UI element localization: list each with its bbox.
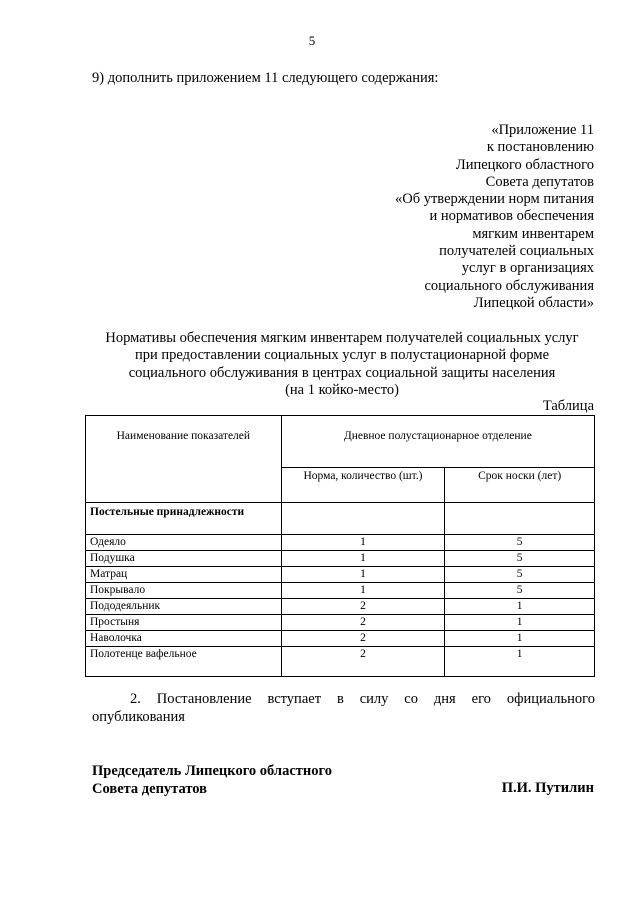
annex-line: получателей социальных: [439, 243, 594, 260]
row-name: Простыня: [86, 615, 282, 631]
row-name: Подушка: [86, 551, 282, 567]
row-norm: 1: [281, 567, 445, 583]
annex-line: и нормативов обеспечения: [429, 208, 594, 225]
row-norm: 1: [281, 535, 445, 551]
row-term: 5: [445, 567, 595, 583]
row-name: Полотенце вафельное: [86, 647, 282, 677]
table-row: [86, 535, 595, 551]
page-number: 5: [308, 33, 316, 48]
dept-header: Дневное полустационарное отделение: [281, 416, 594, 468]
row-term: 1: [445, 631, 595, 647]
heading-line: Нормативы обеспечения мягким инвентарем получателей социальных услуг: [105, 330, 579, 346]
table-row: [86, 631, 595, 647]
paragraph-2-line-2: опубликования: [92, 709, 185, 725]
row-name: Покрывало: [86, 583, 282, 599]
table-row: [86, 583, 595, 599]
paragraph-2: [92, 690, 595, 726]
signature-title-line-1: Председатель Липецкого областного: [92, 763, 332, 779]
table-row: [86, 599, 595, 615]
term-header: Срок носки (лет): [445, 467, 595, 503]
annex-line: социального обслуживания: [424, 277, 594, 294]
heading-line: социального обслуживания в центрах социальной защиты населения: [128, 364, 556, 381]
annex-line: к постановлению: [486, 139, 594, 156]
signature-name: П.И. Путилин: [501, 780, 594, 796]
signature-title-line-2: Совета депутатов: [92, 781, 208, 797]
heading-line: при предоставлении социальных услуг в полустационарной форме: [134, 347, 550, 364]
table-row: [86, 647, 595, 677]
table-row: [86, 551, 595, 567]
row-name: Пододеяльник: [86, 599, 282, 615]
row-norm: 2: [281, 599, 445, 615]
row-name: Одеяло: [86, 535, 282, 551]
row-term: 1: [445, 599, 595, 615]
group-empty-cell: [445, 503, 595, 535]
annex-line: «Приложение 11: [491, 122, 594, 138]
group-row-label: Постельные принадлежности: [86, 503, 282, 535]
row-norm: 1: [281, 583, 445, 599]
table-label: Таблица: [542, 398, 594, 414]
norms-table: [85, 415, 595, 677]
annex-line: Липецкой области»: [473, 294, 594, 311]
row-term: 5: [445, 551, 595, 567]
row-term: 5: [445, 535, 595, 551]
row-term: 5: [445, 583, 595, 599]
norm-header: Норма, количество (шт.): [281, 467, 445, 503]
row-norm: 1: [281, 551, 445, 567]
table-heading: [60, 330, 624, 399]
group-empty-cell: [281, 503, 445, 535]
row-term: 1: [445, 615, 595, 631]
row-norm: 2: [281, 631, 445, 647]
annex-line: «Об утверждении норм питания: [395, 191, 594, 208]
row-norm: 2: [281, 615, 445, 631]
heading-line: (на 1 койко-место): [285, 381, 399, 398]
paragraph-2-line-1: 2. Постановление вступает в силу со дня его официального: [130, 691, 595, 707]
annex-line: Совета депутатов: [485, 173, 594, 190]
annex-header: [395, 122, 594, 312]
signature-title: [92, 762, 332, 798]
col-name-header: Наименование показателей: [86, 416, 282, 503]
row-name: Наволочка: [86, 631, 282, 647]
table-row: [86, 615, 595, 631]
row-name: Матрац: [86, 567, 282, 583]
item-9-text: 9) дополнить приложением 11 следующего содержания:: [92, 70, 439, 86]
annex-line: Липецкого областного: [455, 156, 594, 173]
annex-line: услуг в организациях: [461, 260, 594, 277]
table-row: [86, 567, 595, 583]
annex-line: мягким инвентарем: [472, 225, 594, 242]
row-norm: 2: [281, 647, 445, 677]
row-term: 1: [445, 647, 595, 677]
